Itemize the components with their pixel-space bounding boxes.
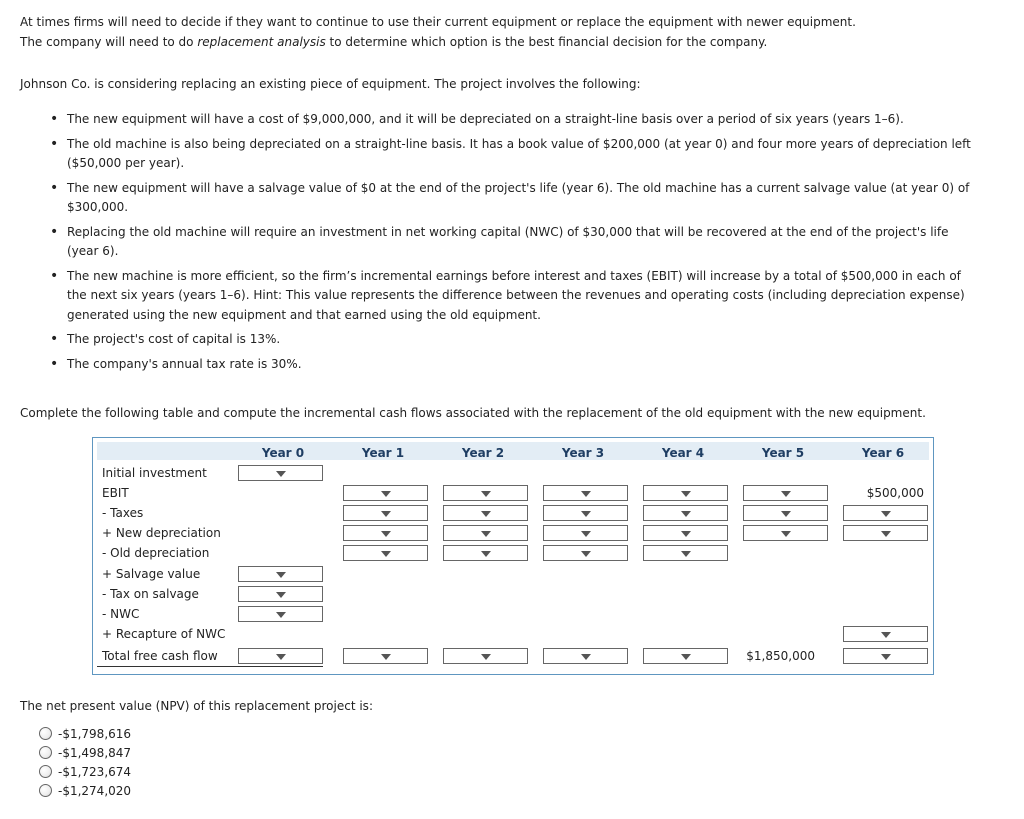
npv-option-1-label: -$1,798,616 <box>58 727 132 741</box>
row-label-initial-investment: Initial investment <box>102 466 207 480</box>
radio-button[interactable] <box>39 765 52 778</box>
dropdown-total-fcf-y3[interactable] <box>543 648 628 664</box>
value-total-fcf-y5: $1,850,000 <box>746 649 815 663</box>
header-year-1: Year 1 <box>361 446 405 460</box>
dropdown-new-depreciation-y3[interactable] <box>543 525 628 541</box>
npv-option-2[interactable] <box>39 744 131 762</box>
row-label-taxes: - Taxes <box>102 506 144 520</box>
dropdown-new-depreciation-y2[interactable] <box>443 525 528 541</box>
npv-option-4[interactable] <box>39 782 131 800</box>
intro-line-2-pre: The company will need to do <box>20 35 198 49</box>
dropdown-total-fcf-y4[interactable] <box>643 648 728 664</box>
dropdown-old-depreciation-y3[interactable] <box>543 545 628 561</box>
dropdown-ebit-y2[interactable] <box>443 485 528 501</box>
header-year-5: Year 5 <box>761 446 805 460</box>
dropdown-taxes-y4[interactable] <box>643 505 728 521</box>
row-label-recapture-nwc: + Recapture of NWC <box>102 627 226 641</box>
dropdown-ebit-y5[interactable] <box>743 485 828 501</box>
intro-line-1: At times firms will need to decide if they want to continue to use their current equipment or replace the equipment with newer equipment. <box>20 15 856 29</box>
header-year-4: Year 4 <box>661 446 705 460</box>
bullet-ebit-increase: • The new machine is more efficient, so the firm’s incremental earnings before interest and taxes (EBIT) will increase by a total of $500,000 in each of the next six years (years 1–6). Hint: This value represents the difference between the revenues and operating costs (including depreciation expense) generated using the new equipment and that earned using the old equipment. <box>20 267 980 326</box>
total-row-divider <box>97 666 323 667</box>
header-year-0: Year 0 <box>261 446 305 460</box>
row-label-tax-on-salvage: - Tax on salvage <box>102 587 199 601</box>
table-instructions: Complete the following table and compute the incremental cash flows associated with the replacement of the old equipment with the new equipment. <box>20 406 926 420</box>
problem-lead: Johnson Co. is considering replacing an existing piece of equipment. The project involves the following: <box>20 77 641 91</box>
dropdown-new-depreciation-y4[interactable] <box>643 525 728 541</box>
row-label-old-depreciation: - Old depreciation <box>102 546 210 560</box>
bullet-cost-of-capital: • The project's cost of capital is 13%. <box>20 330 980 350</box>
row-label-ebit: EBIT <box>102 486 129 500</box>
npv-option-3-label: -$1,723,674 <box>58 765 132 779</box>
row-label-new-depreciation: + New depreciation <box>102 526 221 540</box>
dropdown-total-fcf-y1[interactable] <box>343 648 428 664</box>
dropdown-ebit-y3[interactable] <box>543 485 628 501</box>
dropdown-tax-on-salvage-y0[interactable] <box>238 586 323 602</box>
bullet-salvage-values: • The new equipment will have a salvage value of $0 at the end of the project's life (year 6). The old machine has a current salvage value (at year 0) of $300,000. <box>20 179 980 218</box>
intro-line-2 <box>20 33 767 51</box>
header-year-3: Year 3 <box>561 446 605 460</box>
dropdown-taxes-y3[interactable] <box>543 505 628 521</box>
value-ebit-y6: $500,000 <box>866 486 924 500</box>
intro-line-2-emphasis: replacement analysis <box>197 35 326 49</box>
dropdown-ebit-y4[interactable] <box>643 485 728 501</box>
dropdown-nwc-y0[interactable] <box>238 606 323 622</box>
dropdown-initial-investment-y0[interactable] <box>238 465 323 481</box>
cash-flow-table <box>92 437 934 675</box>
dropdown-taxes-y5[interactable] <box>743 505 828 521</box>
dropdown-taxes-y1[interactable] <box>343 505 428 521</box>
dropdown-ebit-y1[interactable] <box>343 485 428 501</box>
row-label-total-free-cash-flow: Total free cash flow <box>102 649 218 663</box>
radio-button[interactable] <box>39 784 52 797</box>
row-label-nwc: - NWC <box>102 607 140 621</box>
radio-button[interactable] <box>39 746 52 759</box>
npv-question: The net present value (NPV) of this replacement project is: <box>20 699 373 713</box>
dropdown-total-fcf-y2[interactable] <box>443 648 528 664</box>
dropdown-total-fcf-y0[interactable] <box>238 648 323 664</box>
npv-option-4-label: -$1,274,020 <box>58 784 132 798</box>
header-year-2: Year 2 <box>461 446 505 460</box>
npv-option-3[interactable] <box>39 763 131 781</box>
bullet-new-equipment-cost: • The new equipment will have a cost of $9,000,000, and it will be depreciated on a straight-line basis over a period of six years (years 1–6). <box>20 110 980 130</box>
dropdown-total-fcf-y6[interactable] <box>843 648 928 664</box>
dropdown-taxes-y2[interactable] <box>443 505 528 521</box>
radio-button[interactable] <box>39 727 52 740</box>
bullet-old-machine-depreciation: • The old machine is also being depreciated on a straight-line basis. It has a book value of $200,000 (at year 0) and four more years of depreciation left ($50,000 per year). <box>20 135 980 174</box>
dropdown-new-depreciation-y5[interactable] <box>743 525 828 541</box>
npv-option-1[interactable] <box>39 725 131 743</box>
bullet-nwc: • Replacing the old machine will require an investment in net working capital (NWC) of $30,000 that will be recovered at the end of the project's life (year 6). <box>20 223 980 262</box>
dropdown-recapture-nwc-y6[interactable] <box>843 626 928 642</box>
npv-option-2-label: -$1,498,847 <box>58 746 132 760</box>
dropdown-taxes-y6[interactable] <box>843 505 928 521</box>
intro-line-2-post: to determine which option is the best financial decision for the company. <box>325 35 768 49</box>
dropdown-old-depreciation-y2[interactable] <box>443 545 528 561</box>
row-label-salvage-value: + Salvage value <box>102 567 201 581</box>
dropdown-new-depreciation-y6[interactable] <box>843 525 928 541</box>
bullet-tax-rate: • The company's annual tax rate is 30%. <box>20 355 980 375</box>
dropdown-old-depreciation-y4[interactable] <box>643 545 728 561</box>
dropdown-salvage-value-y0[interactable] <box>238 566 323 582</box>
header-year-6: Year 6 <box>861 446 905 460</box>
dropdown-new-depreciation-y1[interactable] <box>343 525 428 541</box>
assumptions-list <box>20 110 980 379</box>
dropdown-old-depreciation-y1[interactable] <box>343 545 428 561</box>
